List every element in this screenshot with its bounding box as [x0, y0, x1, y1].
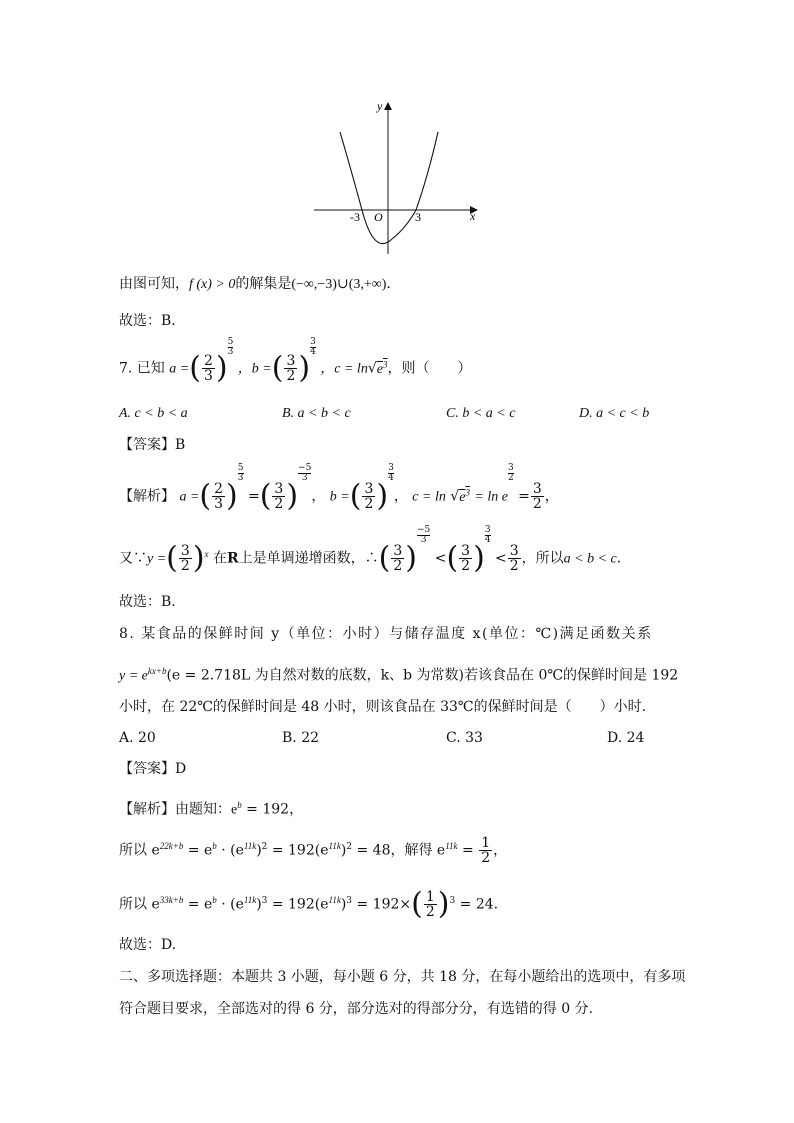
q7-option-a[interactable]: A. c < b < a [119, 406, 188, 421]
q8s3-pre: 所以 e [119, 896, 160, 913]
q8-option-c[interactable]: C. 33 [446, 730, 483, 746]
s2-dot: . [616, 550, 622, 567]
q8s2-dot: · (e [216, 842, 244, 859]
q7-answer: 【答案】B [119, 437, 186, 453]
q7-number: 7. 已知 [119, 360, 165, 377]
q8-y-eq: y = e [119, 668, 148, 684]
period: . [386, 276, 391, 292]
s1-f2-num: 3 [274, 481, 284, 498]
s1-e1-den: 3 [237, 473, 244, 483]
question-7: 7. 已知 a =( $\frac{2}{3}$ ) $\frac{5}{3}$ ，b =( $\frac{3}{2}$ ) $\frac{3}{4}$ ，$c = \ln√e^3$，则（ ） [119, 337, 472, 386]
q7-c-expr: ，c = ln [320, 361, 368, 377]
s2-res: ，所以 [521, 550, 564, 567]
s1-comma1: ， [311, 488, 326, 505]
q7-e: e [376, 361, 383, 377]
q7-f1-den: 3 [203, 368, 213, 385]
y-axis-label: y [377, 99, 383, 113]
q8s3-supb: b [212, 895, 217, 905]
solution-set-line [119, 274, 391, 295]
q8-solution-1 [119, 795, 303, 821]
q8-line-2 [119, 661, 678, 687]
q8s3-mid: = e [183, 896, 213, 913]
q7-f1-num: 2 [203, 353, 213, 370]
q8-line-1: 8. 某食品的保鲜时间 y（单位：小时）与储存温度 x(单位：℃)满足函数关系 [119, 626, 653, 642]
s2-y: y = [147, 551, 167, 567]
q8s2-pre: 所以 e [119, 842, 160, 859]
q8-sol-v: = 192， [241, 801, 304, 818]
q8s3-ans: = 24. [455, 896, 499, 913]
q8s3-dot: · (e [216, 896, 244, 913]
s2-mid2: 上是单调递增函数，∴ [238, 550, 379, 567]
s1-f2-den: 2 [274, 496, 284, 513]
q8s2-sup11a: 11k [243, 841, 257, 851]
s1-ln-end: = ln e [474, 489, 508, 505]
q8s2-sq1: 2 [261, 842, 268, 852]
q8-sol-label: 【解析】 [119, 801, 175, 818]
s1-e3-den: 4 [388, 473, 394, 483]
q7-b-lhs: ，b = [237, 361, 272, 377]
q7-option-d[interactable]: D. a < c < b [579, 406, 650, 421]
s1-comma3: ， [544, 488, 559, 505]
s1-f3-num: 3 [364, 481, 374, 498]
x-axis-label: x [470, 209, 476, 223]
s2-res2: a < b < c [563, 551, 617, 567]
tick-neg-3: -3 [350, 210, 360, 224]
s2-because: 又∵ [119, 550, 147, 567]
s1-comma2: ， [393, 488, 408, 505]
q7-a-lhs: a = [169, 361, 190, 377]
q8s3-times: = 192× [352, 896, 412, 913]
q7-e1-num: 5 [227, 337, 234, 347]
q8-sol-e: e [231, 802, 238, 818]
parabola-figure [310, 96, 480, 256]
q8s3-sup11b: 11k [328, 895, 341, 905]
s1-e3-num: 3 [388, 463, 394, 473]
tick-pos-3: 3 [415, 210, 421, 224]
s1-f1-num: 2 [214, 481, 224, 498]
q8-sol-b: b [237, 800, 242, 810]
q7-f2-den: 2 [286, 368, 296, 385]
q8-option-d[interactable]: D. 24 [607, 730, 645, 746]
q7-e2-num: 3 [310, 337, 316, 347]
q8-sol-t: 由题知： [175, 801, 231, 818]
s1-ln: c = ln [412, 489, 446, 505]
q8s2-sup11b: 11k [328, 841, 341, 851]
q8s3-close2: ) [340, 896, 347, 913]
s2-mid: 在 [212, 550, 227, 567]
q8-line-2-text: (e = 2.718L 为自然对数的底数，k、b 为常数)若该食品在 0℃的保鲜时间是 192 [166, 667, 679, 684]
q7-tail: ，则（ ） [387, 360, 472, 377]
q8-option-b[interactable]: B. 22 [282, 730, 320, 746]
q7-e2-den: 4 [310, 347, 316, 357]
q7-option-b[interactable]: B. a < b < c [282, 406, 351, 421]
s1-eq: = [247, 488, 260, 505]
q8s3-eq192: = 192(e [267, 896, 329, 913]
q8s2-sup1: 22k+b [159, 841, 184, 851]
q7-solution-1: 【解析】 a =( $\frac{2}{3}$ ) $\frac{5}{3}$ =( $\frac{3}{2}$ ) $\frac{-5}{3}$ ， b =( $\frac{3}{2}$ ) $\frac{3}{4}$ ， $c = \ln √e^3 = \ln e$ $\frac{3}{2}$ = $\frac{3}{2}$ ， [119, 463, 559, 514]
text-a: 由图可知， [119, 276, 189, 292]
q7-options [119, 404, 679, 424]
s1-e2-num: 5 [305, 463, 312, 473]
q8s3-sup1: 33k+b [159, 895, 184, 905]
q8-option-a[interactable]: A. 20 [119, 730, 156, 746]
q7-e1-den: 3 [227, 347, 234, 357]
text-b: 的解集是 [235, 276, 292, 292]
q8s2-supb: b [212, 841, 217, 851]
q7-f2-num: 3 [286, 353, 296, 370]
q8s3-cube3: 3 [449, 896, 456, 906]
q7-e-sup: 3 [382, 359, 388, 369]
s2-lt2: < [495, 550, 507, 567]
q8-line-3: 小时，在 22℃的保鲜时间是 48 小时，则该食品在 33℃的保鲜时间是（ ）小时. [119, 699, 647, 715]
interval: (−∞,−3)∪(3,+∞) [291, 277, 387, 292]
q8s3-close1: ) [256, 896, 262, 913]
q8-answer: 【答案】D [119, 761, 187, 777]
q8s2-close1: ) [256, 842, 262, 859]
q8s2-eq-half: = [457, 842, 474, 859]
q7-choose: 故选：B. [119, 594, 176, 610]
q7-e-cubed [376, 359, 388, 377]
s1-f1-den: 3 [214, 496, 224, 513]
section-2-line-2: 符合题目要求，全部选对的得 6 分，部分选对的得部分分，有选错的得 0 分. [119, 1001, 594, 1017]
q8-solution-2: 所以 $e^{22k+b} = e^b \cdot (e^{11k})^2 = 192(e^{11k})^2 = 48$，解得 $e^{11k}$ = $\frac{1}{2}$ ， [119, 835, 508, 867]
s2-lt1: < [434, 550, 447, 567]
origin-label: O [374, 210, 383, 224]
q8s2-mid: = e [183, 842, 213, 859]
q8s2-comma: ， [493, 842, 508, 859]
q8-options [119, 728, 679, 748]
q7-solution-2: 又∵y =( $\frac{3}{2}$ )$^x$ 在R上是单调递增函数，∴( $\frac{3}{2}$ ) $\frac{-5}{3}$ <( $\frac{3}{2}$ ) $\frac{3}{4}$ < $\frac{3}{2}$ ，所以a < b < c. [119, 525, 622, 576]
q8-choose: 故选：D. [119, 937, 177, 953]
fx-expression: f (x) > 0 [189, 277, 236, 292]
q7-option-c[interactable]: C. b < a < c [446, 406, 516, 421]
q8s2-eq192: = 192(e [267, 842, 329, 859]
q7-sol-label: 【解析】 [119, 488, 175, 505]
q8s3-sup11a: 11k [243, 895, 257, 905]
q8s3-cube2: 3 [346, 896, 353, 906]
choose-b-1: 故选：B． [119, 313, 186, 329]
q8s2-close2: ) [340, 842, 347, 859]
s2-R: R [226, 550, 239, 567]
s1-e1-num: 5 [237, 463, 244, 473]
s1-eq2: = [518, 488, 530, 505]
q8s2-sup11c: 11k [445, 841, 458, 851]
s1-f3-den: 2 [364, 496, 374, 513]
q8s2-eq48: = 48，解得 e [352, 842, 446, 859]
q8-solution-3: 所以 $e^{33k+b} = e^b \cdot (e^{11k})^3 = 192(e^{11k})^3 = 192\times$( $\frac{1}{2}$ )$^3$ = 24. [119, 886, 499, 922]
q8s3-cube1: 3 [261, 896, 268, 906]
q8s2-sq2: 2 [346, 842, 353, 852]
q8-exp: kx+b [147, 666, 167, 676]
s1-e2-den: 3 [301, 473, 308, 483]
parabola-curve [340, 132, 438, 244]
section-2-line-1: 二、多项选择题：本题共 3 小题，每小题 6 分，共 18 分，在每小题给出的选项中，有多项 [119, 969, 686, 985]
